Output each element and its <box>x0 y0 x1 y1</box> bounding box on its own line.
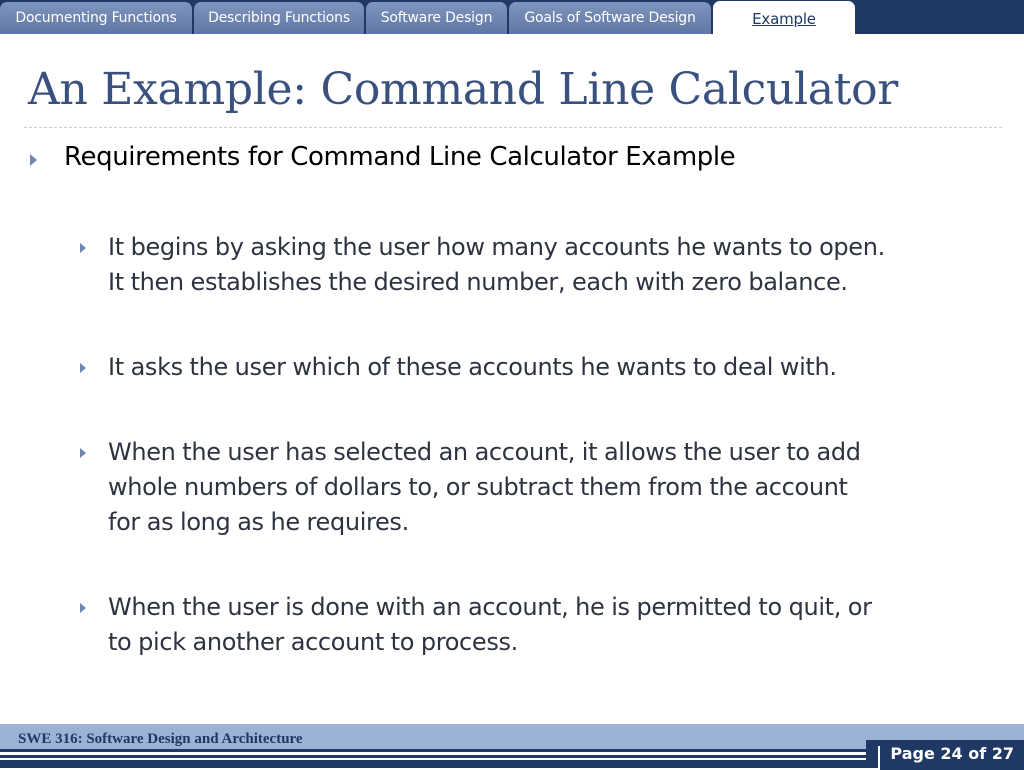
bullet-item-4 <box>108 590 1008 660</box>
footer-stripe <box>0 758 866 760</box>
nav-tab-bar <box>0 0 1024 34</box>
bullet-arrow-icon <box>30 154 37 166</box>
tab-documenting-functions[interactable]: Documenting Functions <box>0 2 192 34</box>
bullet-line: It asks the user which of these accounts he wants to deal with. <box>108 353 837 381</box>
title-divider <box>24 127 1002 128</box>
footer-stripe <box>0 752 866 755</box>
tab-example[interactable]: Example <box>713 1 855 34</box>
bullet-line: for as long as he requires. <box>108 508 409 536</box>
bullet-line: When the user has selected an account, it allows the user to add <box>108 438 861 466</box>
bullet-item-1 <box>108 230 1008 300</box>
tab-describing-functions[interactable]: Describing Functions <box>194 2 364 34</box>
slide-title: An Example: Command Line Calculator <box>28 64 899 115</box>
bullet-line: When the user is done with an account, he is permitted to quit, or <box>108 593 872 621</box>
bullet-line: to pick another account to process. <box>108 628 518 656</box>
page-number-box <box>866 740 1024 768</box>
bullet-arrow-icon <box>80 243 86 253</box>
bullet-arrow-icon <box>80 448 86 458</box>
bullet-line: whole numbers of dollars to, or subtract them from the account <box>108 473 848 501</box>
bullet-item-3 <box>108 435 1008 540</box>
bullet-line: It then establishes the desired number, each with zero balance. <box>108 268 848 296</box>
course-name: SWE 316: Software Design and Architecture <box>18 731 303 747</box>
bullet-arrow-icon <box>80 603 86 613</box>
page-number: Page 24 of 27 <box>890 744 1014 763</box>
tab-software-design[interactable]: Software Design <box>366 2 507 34</box>
bullet-item-2 <box>108 350 1008 385</box>
tab-goals-of-software-design[interactable]: Goals of Software Design <box>509 2 711 34</box>
requirements-heading: Requirements for Command Line Calculator Example <box>64 142 736 172</box>
bullet-line: It begins by asking the user how many accounts he wants to open. <box>108 233 885 261</box>
bullet-arrow-icon <box>80 363 86 373</box>
